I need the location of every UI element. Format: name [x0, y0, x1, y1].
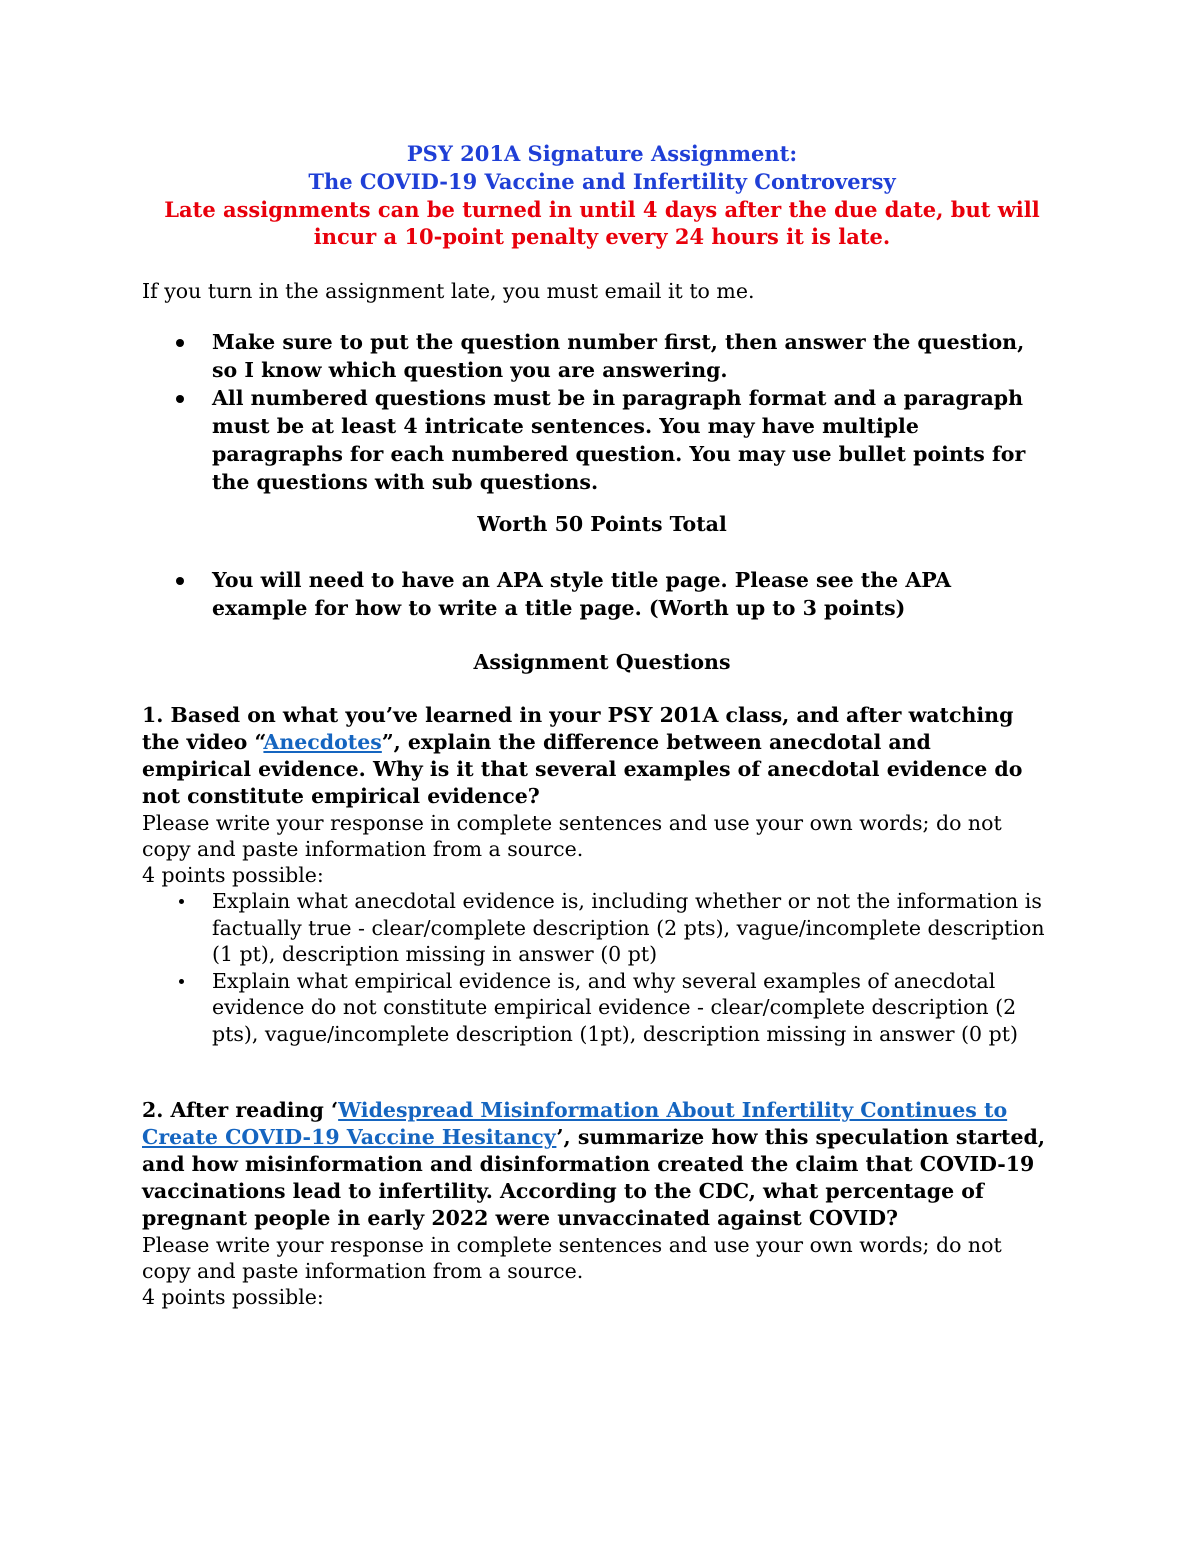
title-line-2: The COVID-19 Vaccine and Infertility Controversy	[308, 169, 896, 194]
anecdotes-video-link[interactable]: Anecdotes	[263, 730, 382, 754]
q1-rubric	[142, 888, 1052, 1047]
rule-item: All numbered questions must be in paragraph format and a paragraph must be at least 4 intricate sentences. You may have multiple paragraphs for each numbered question. You may use bullet points for the questions with sub questions.	[142, 384, 1047, 496]
q2-points: 4 points possible:	[142, 1285, 324, 1309]
rule-item: You will need to have an APA style title page. Please see the APA example for how to write a title page. (Worth up to 3 points)	[142, 566, 1002, 622]
bullet-icon	[176, 395, 184, 403]
questions-heading: Assignment Questions	[473, 650, 731, 674]
q1-points: 4 points possible:	[142, 863, 324, 887]
bullet-icon	[176, 577, 184, 585]
bullet-icon	[179, 979, 184, 984]
rubric-item: Explain what anecdotal evidence is, including whether or not the information is factually true - clear/complete description (2 pts), vague/incomplete description (1 pt), description missing in answer (0 pt)	[142, 888, 1052, 968]
rubric-item: Explain what empirical evidence is, and why several examples of anecdotal evidence do not constitute empirical evidence - clear/complete description (2 pts), vague/incomplete description (1pt), description missing in answer (0 pt)	[142, 968, 1052, 1048]
title-page-rule-list	[142, 566, 1002, 622]
late-policy-line-1: Late assignments can be turned in until 4 days after the due date, but will	[164, 197, 1040, 222]
bullet-icon	[176, 339, 184, 347]
question-2: 2. After reading ‘Widespread Misinformation About Infertility Continues to Create COVID-19 Vaccine Hesitancy’, summarize how this speculation started, and how misinformation and disinformation created the claim that COVID-19 vaccinations lead to infertility. According to the CDC, what percentage of pregnant people in early 2022 were unvaccinated against COVID?	[142, 1098, 1045, 1230]
infertility-article-link[interactable]: Widespread Misinformation About Infertility Continues to Create COVID-19 Vaccine Hesitancy	[142, 1098, 1008, 1149]
worth-total: Worth 50 Points Total	[477, 512, 727, 536]
late-policy	[142, 196, 1062, 250]
rule-item: Make sure to put the question number first, then answer the question, so I know which question you are answering.	[142, 328, 1047, 384]
document-page	[142, 140, 1062, 1310]
question-1: 1. Based on what you’ve learned in your PSY 201A class, and after watching the video “Anecdotes”, explain the difference between anecdotal and empirical evidence. Why is it that several examples of anecdotal evidence do not constitute empirical evidence?	[142, 703, 1023, 808]
late-policy-line-2: incur a 10-point penalty every 24 hours it is late.	[313, 224, 891, 249]
bullet-icon	[179, 899, 184, 904]
late-email-note: If you turn in the assignment late, you must email it to me.	[142, 279, 755, 303]
q2-instruction: Please write your response in complete sentences and use your own words; do not copy and paste information from a source.	[142, 1233, 1002, 1283]
title-line-1: PSY 201A Signature Assignment:	[406, 141, 798, 166]
assignment-title	[142, 140, 1062, 196]
rules-list	[142, 328, 1047, 496]
q1-instruction: Please write your response in complete sentences and use your own words; do not copy and paste information from a source.	[142, 811, 1002, 861]
